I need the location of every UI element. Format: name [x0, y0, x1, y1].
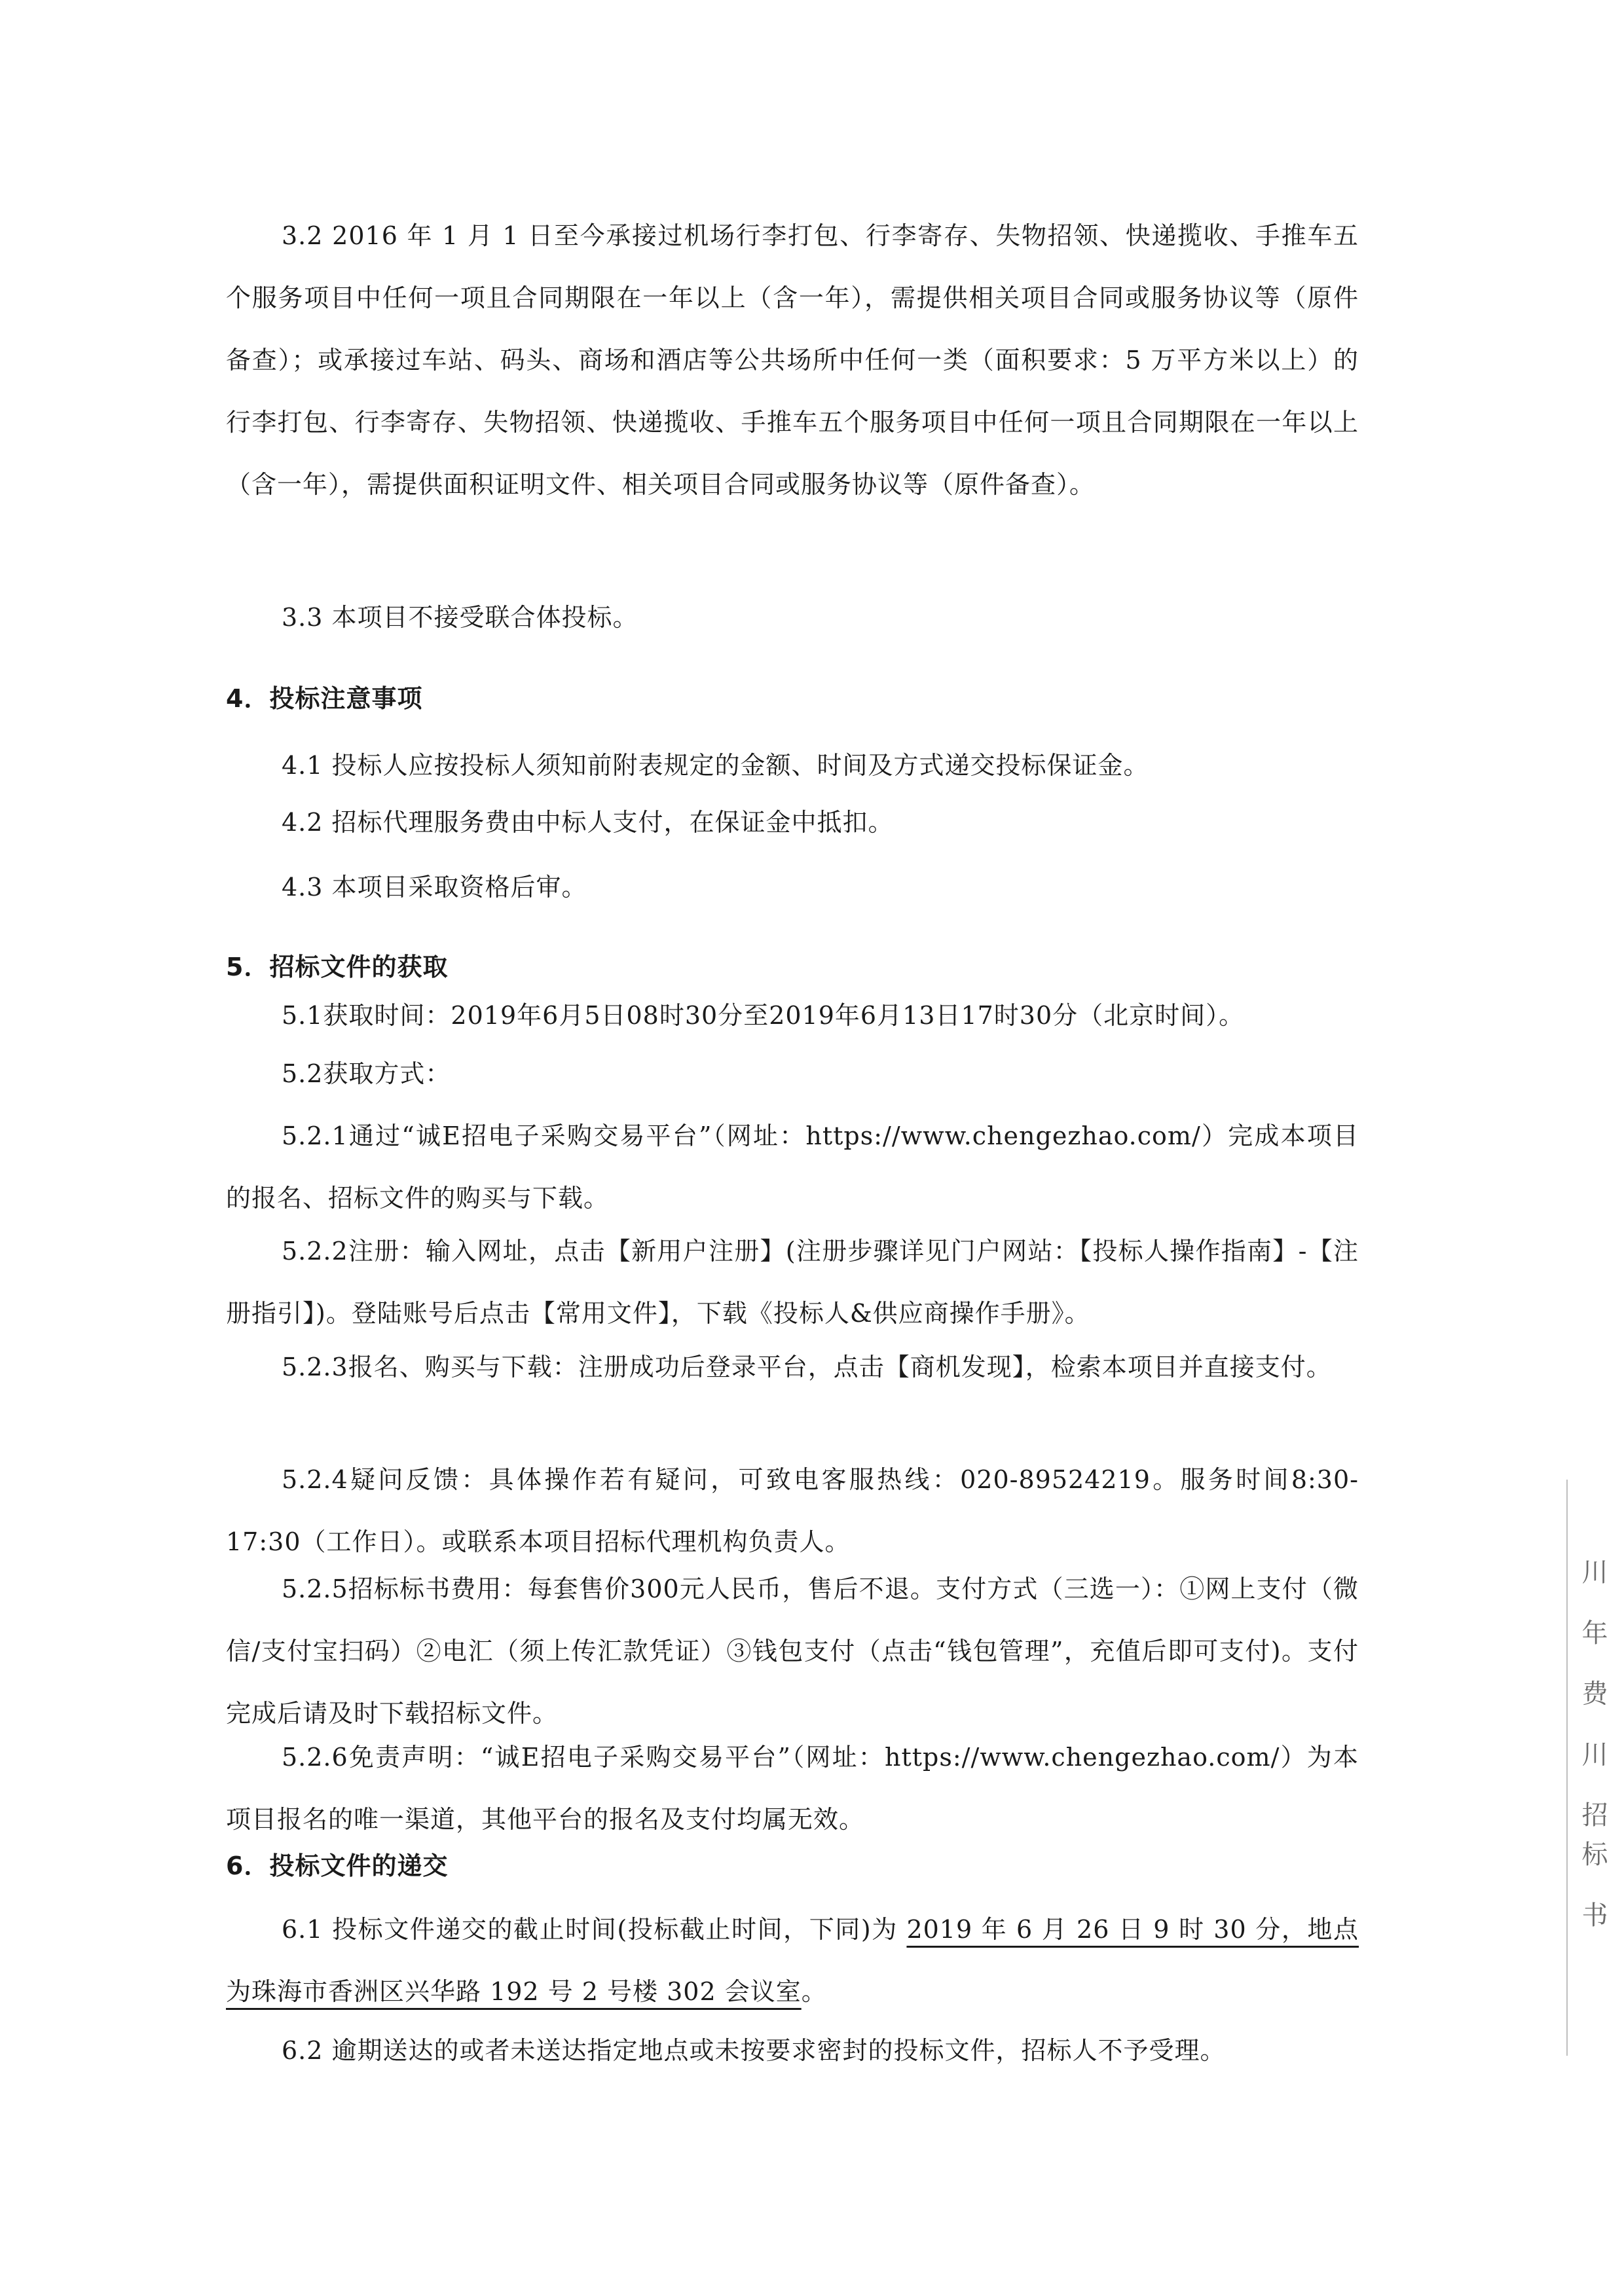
clause-5-2-3: 5.2.3报名、购买与下载：注册成功后登录平台，点击【商机发现】，检索本项目并直接支付。 [282, 1353, 1332, 1381]
clause-6-1-tail: 。 [801, 1977, 827, 2006]
clause-5-1: 5.1获取时间：2019年6月5日08时30分至2019年6月13日17时30分（北京时间）。 [282, 1001, 1245, 1030]
clause-5-2-1: 5.2.1通过“诚E招电子采购交易平台”（网址：https://www.chengezhao.com/）完成本项目的报名、招标文件的购买与下载。 [226, 1121, 1359, 1212]
clause-5-2-4: 5.2.4疑问反馈：具体操作若有疑问，可致电客服热线：020-89524219。服务时间8:30-17:30（工作日）。或联系本项目招标代理机构负责人。 [226, 1465, 1359, 1556]
clause-5-2-5: 5.2.5招标标书费用：每套售价300元人民币，售后不退。支付方式（三选一）：①网上支付（微信/支付宝扫码）②电汇（须上传汇款凭证）③钱包支付（点击“钱包管理”，充值后即可支付)。支付完成后请及时下载招标文件。 [226, 1575, 1359, 1728]
clause-5-2: 5.2获取方式： [282, 1059, 451, 1088]
clause-3-2: 3.2 2016 年 1 月 1 日至今承接过机场行李打包、行李寄存、失物招领、快递揽收、手推车五个服务项目中任何一项且合同期限在一年以上（含一年），需提供相关项目合同或服务协议等（原件备查）；或承接过车站、码头、商场和酒店等公共场所中任何一类（面积要求：5 万平方米以上）的行李打包、行李寄存、失物招领、快递揽收、手推车五个服务项目中任何一项且合同期限在一年以上（含一年），需提供面积证明文件、相关项目合同或服务协议等（原件备查）。 [226, 221, 1359, 499]
clause-4-3: 4.3 本项目采取资格后审。 [282, 873, 587, 902]
heading-section-6: 6．投标文件的递交 [226, 1851, 449, 1880]
deadline-and-location: 2019 年 6 月 26 日 9 时 30 分，地点为珠海市香洲区兴华路 192 号 2 号楼 302 会议室 [226, 1915, 1359, 2006]
clause-5-2-2: 5.2.2注册：输入网址，点击【新用户注册】(注册步骤详见门户网站：【投标人操作指南】-【注册指引】)。登陆账号后点击【常用文件】，下载《投标人&供应商操作手册》。 [226, 1237, 1359, 1328]
clause-4-2: 4.2 招标代理服务费由中标人支付，在保证金中抵扣。 [282, 808, 894, 837]
clause-6-1-lead: 6.1 投标文件递交的截止时间(投标截止时间，下同)为 [282, 1915, 907, 1944]
clause-5-2-6: 5.2.6免责声明：“诚E招电子采购交易平台”（网址：https://www.chengezhao.com/）为本项目报名的唯一渠道，其他平台的报名及支付均属无效。 [226, 1743, 1359, 1834]
heading-section-4: 4．投标注意事项 [226, 684, 423, 713]
heading-section-5: 5．招标文件的获取 [226, 953, 449, 981]
clause-6-2: 6.2 逾期送达的或者未送达指定地点或未按要求密封的投标文件，招标人不予受理。 [282, 2036, 1226, 2065]
margin-stamp-marks [1566, 1480, 1607, 2056]
clause-4-1: 4.1 投标人应按投标人须知前附表规定的金额、时间及方式递交投标保证金。 [282, 751, 1149, 780]
clause-6-1 [226, 1899, 1359, 2023]
clause-3-3: 3.3 本项目不接受联合体投标。 [282, 603, 638, 632]
margin-marks-text: 川 年 费 川 招标 书 [1578, 1558, 1608, 1941]
